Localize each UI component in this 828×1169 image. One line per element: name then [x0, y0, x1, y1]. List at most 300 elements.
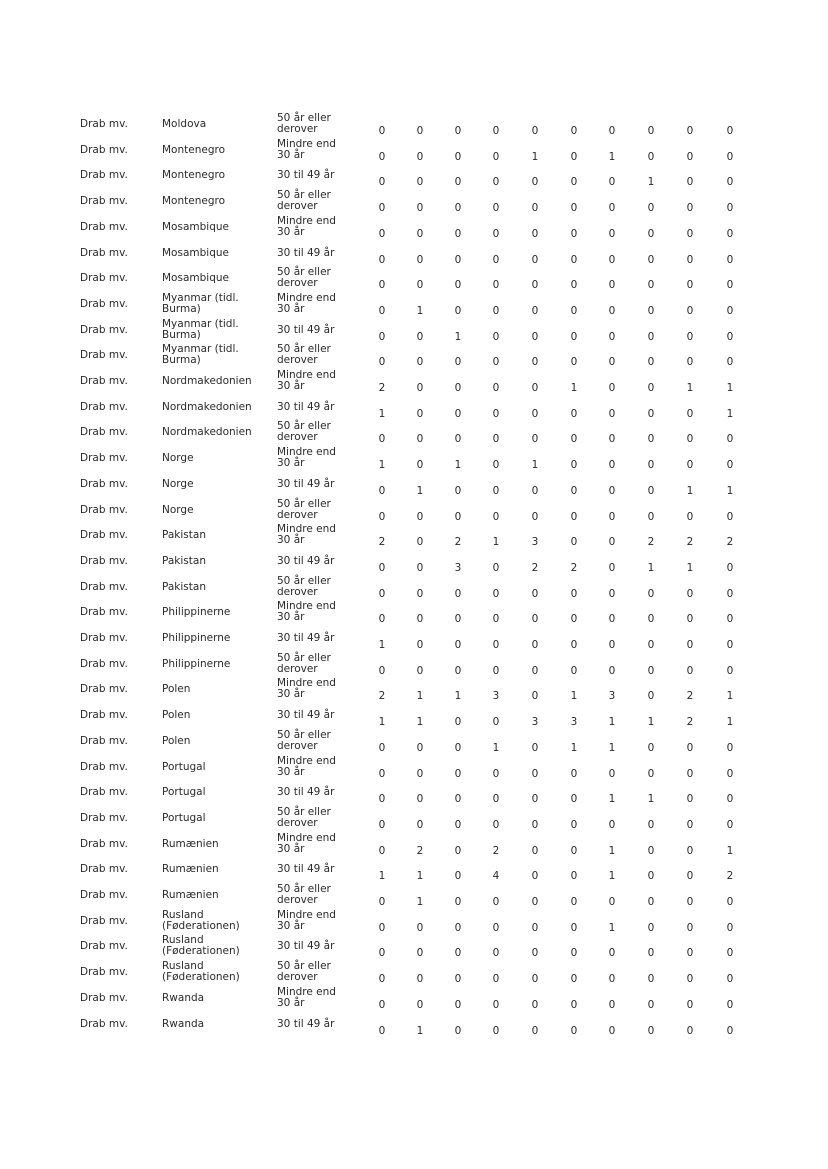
country-cell — [162, 961, 240, 983]
age-group-cell — [277, 941, 334, 952]
value-cell: 0 — [416, 793, 424, 806]
value-cell: 0 — [531, 793, 539, 806]
value-cell: 2 — [686, 690, 694, 703]
age-line: 30 år — [277, 919, 305, 932]
value-cell: 0 — [492, 587, 500, 600]
age-group-cell — [277, 113, 331, 135]
country-cell — [162, 890, 219, 901]
age-line: 30 til 49 år — [277, 940, 335, 953]
country-line: Myanmar (tidl. — [162, 343, 239, 356]
country-line: Rusland — [162, 960, 204, 973]
value-cell: 0 — [492, 304, 500, 317]
value-cell: 0 — [726, 639, 734, 651]
value-cell: 0 — [608, 536, 616, 549]
country-line: Norge — [162, 477, 194, 490]
value-cell: 0 — [416, 356, 424, 369]
value-cell: 0 — [531, 202, 539, 215]
value-cell: 0 — [416, 664, 424, 677]
age-line: 30 til 49 år — [277, 709, 335, 722]
value-cell: 2 — [570, 561, 578, 574]
value-cell: 0 — [686, 639, 694, 651]
value-cell: 0 — [726, 227, 734, 240]
value-cell: 0 — [492, 896, 500, 908]
value-cell: 0 — [378, 767, 386, 780]
age-line: 30 til 49 år — [277, 323, 335, 336]
value-cell: 0 — [416, 510, 424, 523]
age-line: 30 år — [277, 765, 305, 778]
age-group-cell — [277, 987, 336, 1009]
age-group-cell — [277, 402, 334, 413]
value-cell: 0 — [492, 921, 500, 934]
value-cell: 0 — [378, 921, 386, 934]
value-cell: 0 — [647, 356, 655, 369]
age-line: 50 år eller — [277, 960, 331, 973]
value-cell: 0 — [531, 998, 539, 1011]
age-line: Mindre end — [277, 754, 336, 767]
country-cell — [162, 505, 194, 516]
age-line: derover — [277, 431, 318, 444]
country-line: Mosambique — [162, 220, 229, 233]
crime-type-cell: Drab mv. — [80, 529, 128, 542]
age-group-cell — [277, 139, 336, 161]
age-line: Mindre end — [277, 600, 336, 613]
value-cell: 0 — [686, 1024, 694, 1037]
value-cell: 1 — [726, 844, 734, 857]
value-cell: 0 — [454, 664, 462, 677]
value-cell: 0 — [531, 639, 539, 651]
age-line: 30 til 49 år — [277, 554, 335, 567]
value-cell: 1 — [416, 484, 424, 497]
value-cell: 1 — [726, 690, 734, 703]
country-line: Nordmakedonien — [162, 400, 252, 413]
crime-type-cell: Drab mv. — [80, 400, 128, 413]
value-cell: 0 — [686, 150, 694, 163]
value-cell: 0 — [454, 844, 462, 857]
value-cell: 0 — [647, 947, 655, 960]
value-cell: 2 — [531, 561, 539, 574]
country-cell — [162, 582, 206, 593]
age-line: 30 år — [277, 611, 305, 624]
age-line: 30 år — [277, 842, 305, 855]
value-cell: 0 — [608, 510, 616, 523]
age-line: 50 år eller — [277, 266, 331, 279]
value-cell: 1 — [570, 690, 578, 703]
value-cell: 0 — [492, 767, 500, 780]
value-cell: 0 — [531, 356, 539, 369]
age-line: 50 år eller — [277, 805, 331, 818]
value-cell: 0 — [726, 664, 734, 677]
value-cell: 0 — [647, 844, 655, 857]
age-line: derover — [277, 662, 318, 675]
value-cell: 0 — [686, 973, 694, 986]
value-cell: 0 — [416, 767, 424, 780]
value-cell: 0 — [608, 279, 616, 292]
country-cell — [162, 402, 252, 413]
value-cell: 0 — [570, 793, 578, 806]
value-cell: 0 — [608, 613, 616, 626]
value-cell: 1 — [647, 561, 655, 574]
value-cell: 0 — [647, 202, 655, 215]
value-cell: 0 — [726, 330, 734, 343]
value-cell: 0 — [570, 150, 578, 163]
crime-type-cell: Drab mv. — [80, 889, 128, 901]
value-cell: 0 — [726, 433, 734, 446]
value-cell: 0 — [378, 304, 386, 317]
age-line: derover — [277, 508, 318, 521]
country-line: Pakistan — [162, 529, 206, 542]
value-cell: 0 — [647, 510, 655, 523]
value-cell: 0 — [608, 947, 616, 960]
country-cell — [162, 293, 239, 315]
value-cell: 0 — [492, 716, 500, 729]
value-cell: 0 — [726, 176, 734, 189]
age-group-cell — [277, 884, 331, 906]
value-cell: 0 — [454, 793, 462, 806]
value-cell: 3 — [454, 561, 462, 574]
value-cell: 0 — [647, 382, 655, 394]
value-cell: 1 — [608, 741, 616, 754]
value-cell: 0 — [416, 973, 424, 986]
crime-type-cell: Drab mv. — [80, 272, 128, 285]
country-line: Rusland — [162, 908, 204, 921]
country-line: Polen — [162, 683, 191, 696]
value-cell: 0 — [378, 253, 386, 266]
value-cell: 3 — [531, 716, 539, 729]
country-line: Rwanda — [162, 991, 205, 1004]
value-cell: 0 — [647, 330, 655, 343]
value-cell: 0 — [686, 767, 694, 780]
value-cell: 0 — [454, 484, 462, 497]
value-cell: 0 — [378, 973, 386, 986]
value-cell: 0 — [686, 664, 694, 677]
value-cell: 0 — [686, 304, 694, 317]
value-cell: 1 — [686, 561, 694, 574]
country-line: Mosambique — [162, 272, 229, 285]
country-cell — [162, 273, 229, 284]
value-cell: 0 — [647, 304, 655, 317]
value-cell: 0 — [416, 227, 424, 240]
age-group-cell — [277, 787, 334, 798]
crime-type-cell: Drab mv. — [80, 246, 128, 259]
crime-type-cell: Drab mv. — [80, 760, 128, 773]
value-cell: 0 — [416, 407, 424, 420]
value-cell: 0 — [378, 844, 386, 857]
age-line: 50 år eller — [277, 112, 331, 124]
value-cell: 0 — [686, 613, 694, 626]
value-cell: 1 — [726, 407, 734, 420]
value-cell: 0 — [378, 947, 386, 960]
age-group-cell — [277, 447, 336, 469]
value-cell: 0 — [454, 382, 462, 394]
value-cell: 0 — [686, 793, 694, 806]
value-cell: 0 — [686, 870, 694, 883]
value-cell: 0 — [608, 484, 616, 497]
value-cell: 0 — [492, 973, 500, 986]
value-cell: 0 — [647, 998, 655, 1011]
value-cell: 0 — [726, 202, 734, 215]
value-cell: 0 — [726, 793, 734, 806]
value-cell: 0 — [686, 844, 694, 857]
value-cell: 0 — [531, 844, 539, 857]
country-line: Pakistan — [162, 580, 206, 593]
value-cell: 0 — [608, 176, 616, 189]
age-line: Mindre end — [277, 137, 336, 150]
value-cell: 1 — [378, 716, 386, 729]
value-cell: 0 — [570, 1024, 578, 1037]
value-cell: 0 — [454, 304, 462, 317]
value-cell: 0 — [492, 459, 500, 472]
country-cell — [162, 787, 206, 798]
value-cell: 0 — [686, 947, 694, 960]
value-cell: 0 — [378, 510, 386, 523]
country-line: Portugal — [162, 811, 206, 824]
crime-type-cell: Drab mv. — [80, 297, 128, 310]
value-cell: 0 — [492, 664, 500, 677]
value-cell: 0 — [686, 587, 694, 600]
value-cell: 0 — [726, 896, 734, 908]
value-cell: 0 — [608, 253, 616, 266]
value-cell: 0 — [454, 150, 462, 163]
value-cell: 0 — [531, 253, 539, 266]
value-cell: 0 — [570, 227, 578, 240]
age-line: 30 til 49 år — [277, 400, 335, 413]
value-cell: 0 — [647, 253, 655, 266]
value-cell: 0 — [378, 150, 386, 163]
value-cell: 0 — [608, 304, 616, 317]
country-cell — [162, 762, 206, 773]
age-line: 30 til 49 år — [277, 632, 335, 644]
value-cell: 0 — [492, 1024, 500, 1037]
value-cell: 0 — [416, 998, 424, 1011]
country-cell — [162, 248, 229, 259]
age-line: Mindre end — [277, 446, 336, 459]
value-cell: 0 — [570, 896, 578, 908]
crime-type-cell: Drab mv. — [80, 1017, 128, 1030]
age-line: 30 år — [277, 688, 305, 701]
value-cell: 0 — [608, 664, 616, 677]
value-cell: 0 — [726, 1024, 734, 1037]
country-cell — [162, 119, 206, 130]
country-line: Montenegro — [162, 195, 226, 208]
country-line: Polen — [162, 734, 191, 747]
value-cell: 2 — [686, 716, 694, 729]
value-cell: 1 — [726, 382, 734, 394]
value-cell: 0 — [647, 639, 655, 651]
value-cell: 0 — [647, 664, 655, 677]
value-cell: 0 — [570, 998, 578, 1011]
country-cell — [162, 453, 194, 464]
age-line: 50 år eller — [277, 189, 331, 202]
value-cell: 0 — [608, 125, 616, 137]
value-cell: 2 — [647, 536, 655, 549]
value-cell: 1 — [726, 716, 734, 729]
value-cell: 2 — [378, 536, 386, 549]
value-cell: 0 — [608, 818, 616, 831]
value-cell: 1 — [416, 304, 424, 317]
country-cell — [162, 344, 239, 366]
value-cell: 0 — [531, 510, 539, 523]
age-group-cell — [277, 370, 336, 392]
value-cell: 0 — [416, 433, 424, 446]
age-group-cell — [277, 910, 336, 932]
age-group-cell — [277, 524, 336, 546]
country-cell — [162, 993, 204, 1004]
country-cell — [162, 319, 239, 341]
value-cell: 0 — [531, 741, 539, 754]
value-cell: 0 — [570, 921, 578, 934]
crime-type-cell: Drab mv. — [80, 863, 128, 876]
value-cell: 0 — [416, 459, 424, 472]
age-group-cell — [277, 601, 336, 623]
crime-type-cell: Drab mv. — [80, 786, 128, 799]
value-cell: 1 — [608, 716, 616, 729]
value-cell: 0 — [454, 613, 462, 626]
value-cell: 0 — [492, 484, 500, 497]
value-cell: 0 — [647, 227, 655, 240]
value-cell: 0 — [416, 921, 424, 934]
country-cell — [162, 684, 190, 695]
value-cell: 0 — [570, 613, 578, 626]
value-cell: 0 — [531, 484, 539, 497]
country-cell — [162, 839, 219, 850]
country-line: Pakistan — [162, 554, 206, 567]
value-cell: 1 — [454, 690, 462, 703]
value-cell: 0 — [378, 433, 386, 446]
value-cell: 2 — [454, 536, 462, 549]
value-cell: 0 — [726, 767, 734, 780]
value-cell: 0 — [378, 330, 386, 343]
value-cell: 0 — [454, 973, 462, 986]
value-cell: 1 — [726, 484, 734, 497]
value-cell: 0 — [492, 356, 500, 369]
country-cell — [162, 427, 252, 438]
value-cell: 1 — [531, 150, 539, 163]
value-cell: 0 — [726, 356, 734, 369]
value-cell: 0 — [726, 279, 734, 292]
value-cell: 0 — [416, 125, 424, 137]
value-cell: 0 — [416, 561, 424, 574]
value-cell: 0 — [492, 253, 500, 266]
value-cell: 2 — [492, 844, 500, 857]
value-cell: 1 — [608, 793, 616, 806]
value-cell: 0 — [454, 896, 462, 908]
value-cell: 0 — [492, 407, 500, 420]
value-cell: 0 — [570, 818, 578, 831]
value-cell: 0 — [608, 561, 616, 574]
value-cell: 0 — [492, 279, 500, 292]
value-cell: 0 — [686, 125, 694, 137]
value-cell: 1 — [686, 484, 694, 497]
crime-type-cell: Drab mv. — [80, 143, 128, 156]
value-cell: 0 — [492, 818, 500, 831]
value-cell: 0 — [492, 227, 500, 240]
country-line: Rumænien — [162, 863, 219, 876]
country-line: Norge — [162, 452, 194, 465]
age-line: 30 år — [277, 380, 305, 392]
value-cell: 0 — [570, 330, 578, 343]
value-cell: 0 — [686, 202, 694, 215]
age-line: derover — [277, 123, 318, 135]
value-cell: 1 — [570, 741, 578, 754]
value-cell: 0 — [647, 690, 655, 703]
country-line: Burma) — [162, 354, 201, 367]
value-cell: 4 — [492, 870, 500, 883]
age-line: 30 til 49 år — [277, 477, 335, 490]
age-group-cell — [277, 710, 334, 721]
value-cell: 0 — [726, 510, 734, 523]
country-line: Nordmakedonien — [162, 426, 252, 439]
value-cell: 0 — [647, 896, 655, 908]
value-cell: 0 — [492, 202, 500, 215]
value-cell: 3 — [492, 690, 500, 703]
age-line: Mindre end — [277, 831, 336, 844]
value-cell: 0 — [531, 407, 539, 420]
value-cell: 0 — [531, 125, 539, 137]
age-line: 50 år eller — [277, 497, 331, 510]
country-line: Burma) — [162, 302, 201, 315]
country-line: Myanmar (tidl. — [162, 291, 239, 304]
value-cell: 0 — [608, 1024, 616, 1037]
age-line: Mindre end — [277, 985, 336, 998]
country-line: Philippinerne — [162, 657, 231, 670]
value-cell: 1 — [416, 870, 424, 883]
age-line: derover — [277, 971, 318, 984]
value-cell: 0 — [416, 382, 424, 394]
value-cell: 0 — [647, 870, 655, 883]
value-cell: 0 — [454, 227, 462, 240]
age-group-cell — [277, 756, 336, 778]
crime-type-cell: Drab mv. — [80, 375, 128, 387]
value-cell: 3 — [531, 536, 539, 549]
value-cell: 0 — [454, 921, 462, 934]
crime-type-cell: Drab mv. — [80, 966, 128, 979]
value-cell: 0 — [570, 767, 578, 780]
country-line: (Føderationen) — [162, 971, 240, 984]
value-cell: 0 — [416, 947, 424, 960]
value-cell: 0 — [454, 767, 462, 780]
age-line: derover — [277, 354, 318, 367]
country-cell — [162, 659, 230, 670]
crime-type-cell: Drab mv. — [80, 426, 128, 439]
age-group-cell — [277, 730, 331, 752]
value-cell: 0 — [454, 1024, 462, 1037]
country-cell — [162, 196, 225, 207]
value-cell: 0 — [726, 587, 734, 600]
country-line: Rumænien — [162, 837, 219, 850]
age-line: 30 til 49 år — [277, 1017, 335, 1030]
value-cell: 0 — [416, 818, 424, 831]
value-cell: 1 — [570, 382, 578, 394]
value-cell: 0 — [647, 767, 655, 780]
value-cell: 1 — [416, 1024, 424, 1037]
value-cell: 0 — [570, 176, 578, 189]
value-cell: 0 — [531, 921, 539, 934]
value-cell: 0 — [416, 587, 424, 600]
value-cell: 0 — [647, 587, 655, 600]
age-line: derover — [277, 816, 318, 829]
value-cell: 0 — [570, 484, 578, 497]
value-cell: 0 — [608, 202, 616, 215]
value-cell: 0 — [608, 407, 616, 420]
value-cell: 0 — [416, 150, 424, 163]
value-cell: 0 — [531, 176, 539, 189]
value-cell: 0 — [531, 1024, 539, 1037]
crime-type-cell: Drab mv. — [80, 452, 128, 465]
age-line: 50 år eller — [277, 574, 331, 587]
value-cell: 0 — [531, 870, 539, 883]
age-line: 50 år eller — [277, 420, 331, 433]
country-line: Portugal — [162, 760, 206, 773]
